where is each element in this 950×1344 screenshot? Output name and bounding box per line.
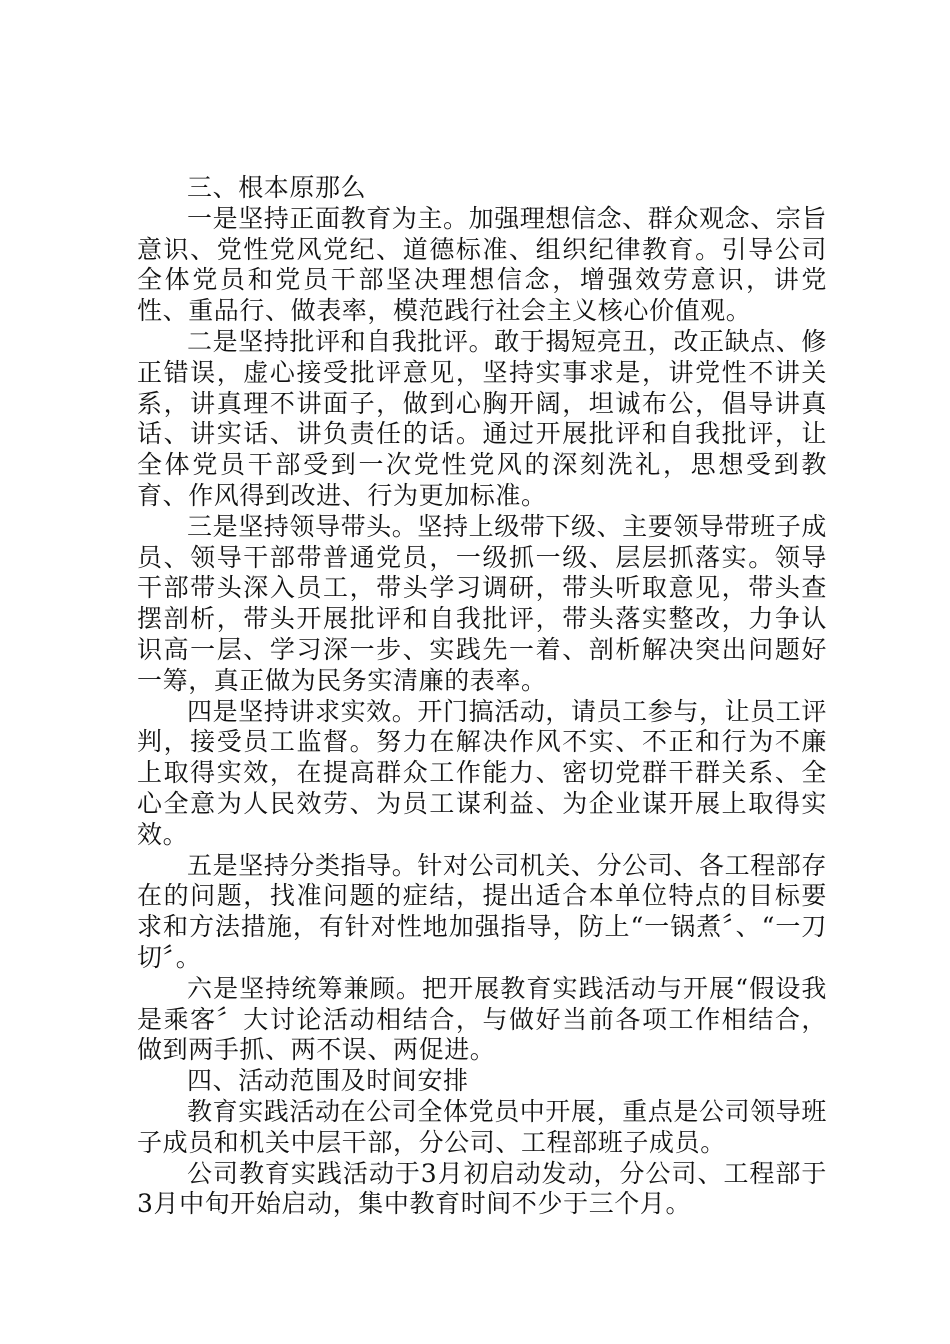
paragraph: 五是坚持分类指导。针对公司机关、分公司、各工程部存在的问题，找准问题的症结，提出适合本单位特点的目标要求和方法措施，有针对性地加强指导，防上“一锅煮〞、“一刀切〞。 [137, 850, 828, 972]
paragraph: 四是坚持讲求实效。开门搞活动，请员工参与，让员工评判，接受员工监督。努力在解决作风不实、不正和行为不廉上取得实效，在提高群众工作能力、密切党群干群关系、全心全意为人民效劳、为员工谋利益、为企业谋开展上取得实效。 [137, 696, 828, 849]
paragraph: 一是坚持正面教育为主。加强理想信念、群众观念、宗旨意识、党性党风党纪、道德标准、组织纪律教育。引导公司全体党员和党员干部坚决理想信念，增强效劳意识，讲党性、重品行、做表率，模范践行社会主义核心价值观。 [137, 203, 828, 326]
paragraph: 三是坚持领导带头。坚持上级带下级、主要领导带班子成员、领导干部带普通党员，一级抓一级、层层抓落实。领导干部带头深入员工，带头学习调研，带头听取意见，带头查摆剖析，带头开展批评和自我批评，带头落实整改，力争认识高一层、学习深一步、实践先一着、剖析解决突出问题好一筹，真正做为民务实清廉的表率。 [137, 511, 828, 695]
section-heading: 四、活动范围及时间安排 [187, 1066, 469, 1096]
paragraph: 二是坚持批评和自我批评。敢于揭短亮丑，改正缺点、修正错误，虚心接受批评意见，坚持实事求是，讲党性不讲关系，讲真理不讲面子，做到心胸开阔，坦诚布公，倡导讲真话、讲实话、讲负责任的话。通过开展批评和自我批评，让全体党员干部受到一次党性党风的深刻洗礼，思想受到教育、作风得到改进、行为更加标准。 [137, 326, 828, 510]
paragraph: 教育实践活动在公司全体党员中开展，重点是公司领导班子成员和机关中层干部，分公司、工程部班子成员。 [137, 1096, 828, 1157]
section-heading: 三、根本原那么 [187, 173, 367, 202]
paragraph: 公司教育实践活动于3月初启动发动，分公司、工程部于3月中旬开始启动，集中教育时间不少于三个月。 [137, 1158, 827, 1219]
paragraph: 六是坚持统筹兼顾。把开展教育实践活动与开展“假设我是乘客〞大讨论活动相结合，与做好当前各项工作相结合，做到两手抓、两不误、两促进。 [137, 973, 827, 1065]
document-body [137, 173, 827, 1220]
